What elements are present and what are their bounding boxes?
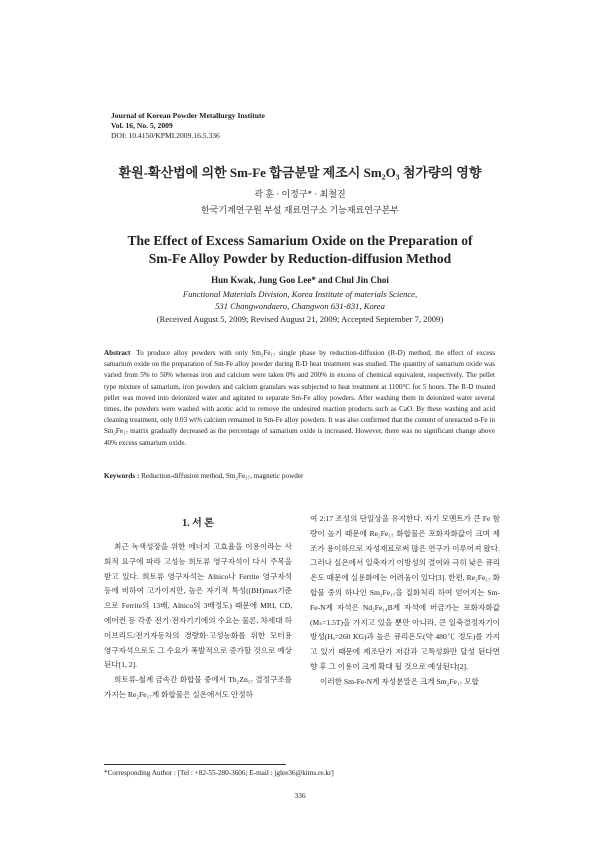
journal-header bbox=[111, 111, 265, 141]
abstract-text: To produce alloy powders with only Sm₂Fe₁₇ single phase by reduction-diffusion (R-D) method, the effect of excess samarium oxide on the preparation of Sm-Fe alloy powder during R-D heat treatment was studied. The quantity of samarium oxide was varied from 5% to 50% whereas iron and calcium were taken 0% and 200% in excess of chemical equivalent, respectively. The pellet type mixture of samarium, iron powders and calcium granulars was subjected to heat treatment at 1100°C for 5 hours. The R-D treated pellet was moved into deionized water and agitated to separate Sm-Fe alloy powders. After washing them in deionized water several times, the powders were washed with acetic acid to remove the undesired reaction products such as CaO. By these washing and acid cleaning treatment, only 0.03 wt% calcium remained in Sm-Fe alloy powders. It was also confirmed that the content of unreacted α-Fe in Sm₂Fe₁₇ matrix gradually decreased as the percentage of samarium oxide is increased. However, there was no significant change above 40% excess samarium oxide. bbox=[104, 349, 495, 447]
page-number: 336 bbox=[294, 791, 306, 800]
english-affiliation-line1: Functional Materials Division, Korea Institute of materials Science, bbox=[182, 289, 418, 299]
journal-name: Journal of Korean Powder Metallurgy Institute bbox=[111, 111, 265, 120]
english-title bbox=[40, 232, 560, 268]
korean-authors: 곽 훈 · 이정구* · 최철진 bbox=[254, 189, 346, 199]
right-paragraph: 이러한 Sm-Fe-N계 자성분말은 크게 Sm₂Fe₁₇ 모합 bbox=[320, 676, 479, 686]
footnote-divider bbox=[104, 764, 286, 765]
keywords-text: Reduction-diffusion method, Sm₂Fe₁₇, magnetic powder bbox=[141, 472, 304, 480]
section-heading: 1. 서 론 bbox=[182, 518, 214, 529]
right-column bbox=[310, 512, 500, 690]
english-affiliation bbox=[0, 288, 600, 312]
right-paragraph: 여 2:17 조성의 단일상을 유지한다. 자기 모멘트가 큰 Fe 함량이 높기 때문에 Re₂Fe₁₇ 화합물은 포화자화값이 크며 제조가 용이하므로 자성재료로써 많은 연구가 이루어져 왔다. 그러나 실온에서 일축자기 이방성의 결여와 극히 낮은 큐리온도 때문에 실용화에는 어려움이 있다[3]. 한편, Re₂Fe₁₇ 화합물 중의 하나인 Sm₂Fe₁₇을 질화처리 하여 얻어지는 Sm-Fe-N계 자석은 Nd₂Fe₁₄B계 자석에 버금가는 포화자화값(Mₛ=1.5T)을 가지고 있을 뿐만 아니라, 큰 일축결정자기이방성(Hₐ=260 KG)과 높은 큐리온도(약 480℃ 정도)를 가지고 있기 때문에 제조단가 저감과 고특성화만 달성 된다면 향 후 그 이용이 크게 확대 될 것으로 예상된다[2]. bbox=[310, 514, 500, 671]
journal-volume: Vol. 16, No. 5, 2009 bbox=[111, 121, 173, 130]
journal-doi: DOI: 10.4150/KPMI.2009.16.5.336 bbox=[111, 131, 220, 140]
english-authors: Hun Kwak, Jung Goo Lee* and Chul Jin Choi bbox=[211, 275, 389, 285]
left-paragraph: 최근 녹색성장을 위한 에너지 고효율을 이용이라는 사회적 요구에 따라 고성능 희토류 영구자석이 다시 주목을 받고 있다. 희토류 영구자석는 Alnico나 Ferrite 영구자석 등에 비하여 고가이지만, 높은 자기적 특성((BH)max기준으로 Ferrite의 13배, Alnico의 3배정도) 때문에 MRI, CD, 에어컨 등 각종 전기·전자기기에의 수요는 물론, 차세대 하이브리드/전기자동차의 경량화·고성능화를 위한 모터용 영구자석으로도 그 수요가 폭발적으로 증가할 것으로 예상된다[1, 2]. bbox=[104, 542, 292, 670]
left-column bbox=[104, 540, 292, 703]
corresponding-author-footnote: *Corresponding Author : [Tel : +82-55-280-3606; E-mail : jglee36@kims.re.kr] bbox=[104, 769, 334, 777]
received-dates: (Received August 5, 2009; Revised August 21, 2009; Accepted September 7, 2009) bbox=[156, 314, 444, 324]
english-title-line2: Sm-Fe Alloy Powder by Reduction-diffusion Method bbox=[148, 251, 452, 266]
korean-title: 환원-확산법에 의한 Sm-Fe 합금분말 제조시 Sm₂O₃ 첨가량의 영향 bbox=[118, 165, 482, 180]
abstract-label: Abstract bbox=[104, 349, 131, 357]
english-affiliation-line2: 531 Changwondaero, Changwon 631-831, Korea bbox=[215, 301, 385, 311]
korean-affiliation: 한국기계연구원 부설 재료연구소 기능재료연구본부 bbox=[200, 205, 400, 215]
keywords bbox=[104, 472, 495, 480]
abstract bbox=[104, 348, 495, 449]
english-title-line1: The Effect of Excess Samarium Oxide on the Preparation of bbox=[127, 233, 473, 248]
left-paragraph: 희토류-철계 금속간 화합물 중에서 Th₂Zn₁₇ 결정구조를 가지는 Re₂Fe₁₇계 화합물은 실온에서도 안정하 bbox=[104, 675, 292, 699]
keywords-label: Keywords : bbox=[104, 472, 140, 480]
